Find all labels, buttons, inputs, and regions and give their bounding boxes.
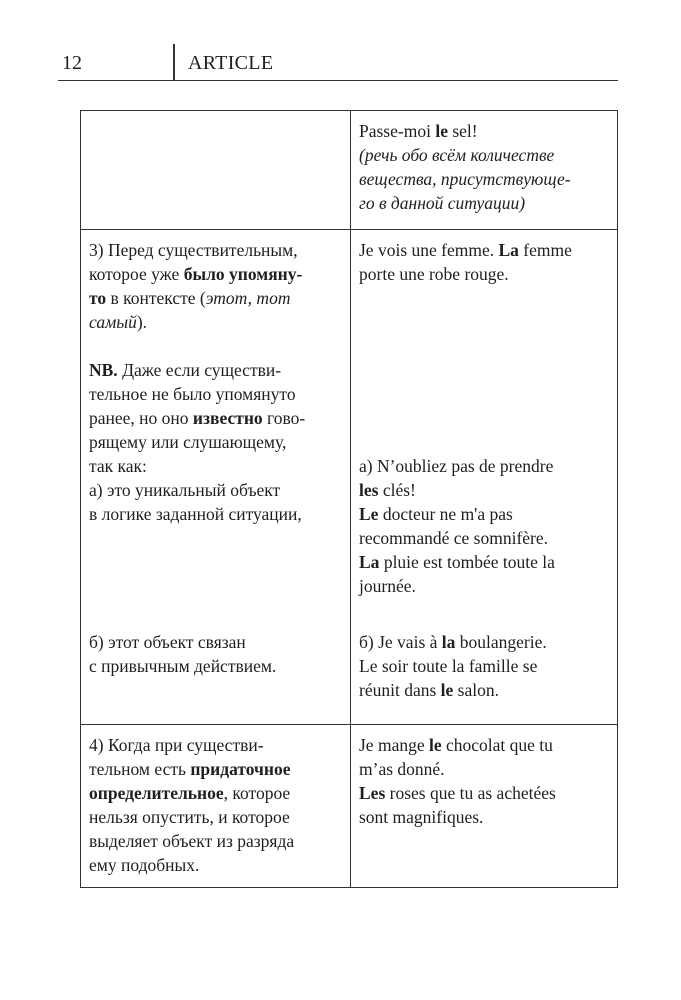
text-line: [359, 191, 609, 215]
text-segment: recommandé ce somnifère.: [359, 528, 549, 548]
text-line: [359, 454, 609, 478]
rules-table: [80, 110, 618, 888]
text-line: [89, 853, 342, 877]
text-segment: ).: [136, 312, 148, 332]
text-segment: boulangerie.: [455, 632, 547, 652]
text-line: [359, 654, 609, 678]
spacer: [359, 310, 609, 334]
text-line: [359, 678, 609, 702]
spacer: [359, 598, 609, 622]
text-segment: 4) Когда при существи-: [89, 735, 264, 755]
text-line: [89, 478, 342, 502]
text-segment: так как:: [89, 456, 147, 476]
rule-cell: [81, 230, 351, 724]
text-segment: а) N’oubliez pas de prendre: [359, 456, 554, 476]
text-segment: в логике заданной ситуации,: [89, 504, 302, 524]
spacer: [89, 334, 342, 358]
article-highlight: le: [440, 680, 454, 700]
spacer: [359, 334, 609, 358]
text-line: [89, 286, 342, 310]
text-segment: тельном есть: [89, 759, 191, 779]
article-highlight: le: [435, 121, 448, 141]
spacer: [89, 574, 342, 598]
text-segment: которое уже: [89, 264, 184, 284]
example-cell: [351, 111, 617, 229]
text-line: [89, 358, 342, 382]
text-segment: femme: [518, 240, 572, 260]
page-number: 12: [62, 52, 82, 74]
text-segment: самый: [89, 312, 137, 332]
text-line: [359, 781, 609, 805]
text-segment: sont magnifiques.: [359, 807, 484, 827]
article-highlight: Les: [359, 783, 386, 803]
text-segment: sel!: [447, 121, 478, 141]
spacer: [359, 622, 609, 630]
text-line: [359, 630, 609, 654]
text-line: [89, 502, 342, 526]
text-line: [359, 805, 609, 829]
text-segment: вещества, присутствующе-: [359, 169, 571, 189]
text-segment: porte une robe rouge.: [359, 264, 509, 284]
spacer: [359, 382, 609, 406]
text-segment: выделяет объект из разряда: [89, 831, 295, 851]
rule-cell: [81, 111, 351, 229]
table-row: [81, 724, 617, 887]
table-row: [81, 111, 617, 229]
header-divider: [173, 44, 175, 80]
section-title: ARTICLE: [188, 52, 274, 74]
table-row: [81, 229, 617, 724]
page-header: [58, 44, 618, 81]
text-segment: réunit dans: [359, 680, 441, 700]
article-highlight: le: [428, 735, 442, 755]
text-line: [89, 310, 342, 334]
text-segment: этот, тот: [205, 288, 291, 308]
spacer: [359, 286, 609, 310]
text-segment: Je mange: [359, 735, 429, 755]
article-highlight: La: [498, 240, 519, 260]
spacer: [359, 406, 609, 430]
text-line: [89, 654, 342, 678]
text-segment: Le soir toute la famille se: [359, 656, 538, 676]
article-highlight: les: [359, 480, 379, 500]
spacer: [359, 430, 609, 454]
article-highlight: La: [359, 552, 380, 572]
article-highlight: la: [441, 632, 456, 652]
text-line: [359, 119, 609, 143]
text-line: [359, 167, 609, 191]
text-line: [89, 757, 342, 781]
article-highlight: NB.: [89, 360, 118, 380]
text-segment: (речь обо всём количестве: [359, 145, 555, 165]
example-cell: [351, 725, 617, 887]
spacer: [89, 622, 342, 630]
text-line: [89, 630, 342, 654]
spacer: [89, 550, 342, 574]
text-segment: salon.: [453, 680, 499, 700]
text-segment: Даже если существи-: [117, 360, 282, 380]
text-segment: ранее, но оно: [89, 408, 193, 428]
article-highlight: известно: [192, 408, 263, 428]
article-highlight: определительное: [89, 783, 224, 803]
text-segment: а) это уникальный объект: [89, 480, 281, 500]
text-line: [359, 550, 609, 574]
text-segment: Passe-moi: [359, 121, 436, 141]
article-highlight: Le: [359, 504, 379, 524]
text-line: [89, 454, 342, 478]
article-highlight: то: [89, 288, 107, 308]
text-segment: го в данной ситуации): [359, 193, 526, 213]
text-line: [89, 430, 342, 454]
text-segment: Je vois une femme.: [359, 240, 499, 260]
text-segment: m’as donné.: [359, 759, 445, 779]
text-line: [359, 526, 609, 550]
text-segment: , которое: [223, 783, 291, 803]
text-segment: journée.: [359, 576, 416, 596]
text-line: [89, 262, 342, 286]
text-segment: б) Je vais à: [359, 632, 442, 652]
text-line: [359, 757, 609, 781]
text-line: [89, 805, 342, 829]
rule-cell: [81, 725, 351, 887]
text-line: [359, 238, 609, 262]
article-highlight: придаточное: [190, 759, 291, 779]
text-segment: pluie est tombée toute la: [379, 552, 555, 572]
text-line: [89, 781, 342, 805]
text-segment: б) этот объект связан: [89, 632, 246, 652]
spacer: [89, 598, 342, 622]
text-line: [359, 478, 609, 502]
text-segment: roses que tu as achetées: [385, 783, 556, 803]
text-segment: нельзя опустить, и которое: [89, 807, 290, 827]
text-segment: chocolat que tu: [441, 735, 553, 755]
example-cell: [351, 230, 617, 724]
text-line: [89, 238, 342, 262]
text-segment: 3) Перед существительным,: [89, 240, 298, 260]
text-segment: рящему или слушающему,: [89, 432, 287, 452]
text-line: [359, 143, 609, 167]
text-segment: гово-: [262, 408, 306, 428]
text-segment: clés!: [378, 480, 416, 500]
article-highlight: было упомяну-: [183, 264, 303, 284]
text-segment: с привычным действием.: [89, 656, 277, 676]
text-segment: ему подобных.: [89, 855, 200, 875]
text-line: [359, 262, 609, 286]
text-line: [359, 574, 609, 598]
text-line: [89, 733, 342, 757]
text-segment: в контексте (: [106, 288, 206, 308]
text-segment: тельное не было упомянуто: [89, 384, 296, 404]
text-line: [89, 382, 342, 406]
text-line: [359, 733, 609, 757]
text-line: [89, 829, 342, 853]
spacer: [89, 526, 342, 550]
text-line: [89, 406, 342, 430]
text-line: [359, 502, 609, 526]
text-segment: docteur ne m'a pas: [378, 504, 513, 524]
spacer: [359, 358, 609, 382]
